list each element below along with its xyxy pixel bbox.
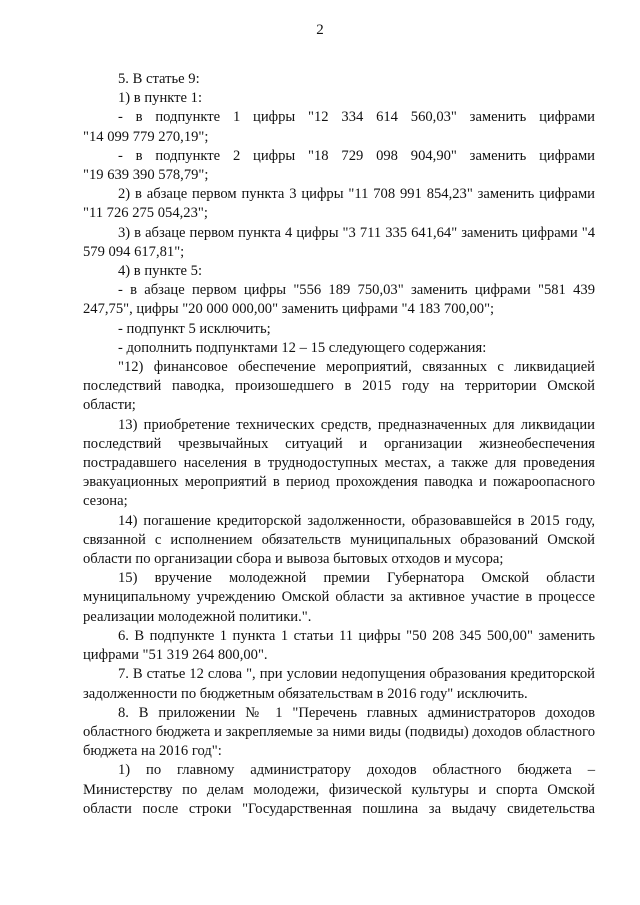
document-paragraph: 15) вручение молодежной премии Губернатора Омской области муниципальному учреждению Омской области за активное участие в процессе реализации молодежной политики.". xyxy=(83,570,595,625)
document-paragraph: "19 639 390 578,79"; xyxy=(83,167,209,184)
page-number: 2 xyxy=(316,22,324,38)
document-paragraph: 6. В подпункте 1 пункта 1 статьи 11 цифры "50 208 345 500,00" заменить цифрами "51 319 264 800,00". xyxy=(83,627,595,664)
document-paragraph: 7. В статье 12 слова ", при условии недопущения образования кредиторской задолженности по бюджетным обязательствам в 2016 году" исключить. xyxy=(83,666,595,702)
document-paragraph: 1) по главному администратору доходов областного бюджета – Министерству по делам молодежи, физической культуры и спорта Омской области после строки "Государственная пошлина за выдачу свидетельства xyxy=(83,762,595,817)
document-paragraph: 1) в пункте 1: xyxy=(118,90,203,107)
document-paragraph: - в подпункте 2 цифры "18 729 098 904,90" заменить цифрами xyxy=(118,147,595,164)
document-paragraph: 8. В приложении № 1 "Перечень главных администраторов доходов областного бюджета и закрепляемые за ними виды (подвиды) доходов областного бюджета на 2016 год": xyxy=(83,704,595,760)
document-paragraph: 3) в абзаце первом пункта 4 цифры "3 711 335 641,64" заменить цифрами "4 579 094 617,81"; xyxy=(83,224,595,260)
document-paragraph: 5. В статье 9: xyxy=(118,71,200,87)
document-paragraph: 14) погашение кредиторской задолженности, образовавшейся в 2015 году, связанной с исполнением обязательств муниципальных образований Омской области по организации сбора и вывоза бытовых отходов и мусора; xyxy=(83,512,595,568)
document-paragraph: 4) в пункте 5: xyxy=(118,263,203,280)
document-paragraph: - в абзаце первом цифры "556 189 750,03" заменить цифрами "581 439 247,75", цифры "20 000 000,00" заменить цифрами "4 183 700,00"; xyxy=(83,282,595,318)
document-paragraph: "14 099 779 270,19"; xyxy=(83,128,209,145)
document-paragraph: - подпункт 5 исключить; xyxy=(118,320,271,337)
document-paragraph: 2) в абзаце первом пункта 3 цифры "11 708 991 854,23" заменить цифрами "11 726 275 054,23"; xyxy=(83,186,595,222)
document-paragraph: 13) приобретение технических средств, предназначенных для ликвидации последствий чрезвычайных ситуаций и организации жизнеобеспечения пострадавшего населения в труднодоступных местах, а также для проведения эвакуационных мероприятий в период прохождения паводка и пожароопасного сезона; xyxy=(83,416,595,510)
document-paragraph: - дополнить подпунктами 12 – 15 следующего содержания: xyxy=(118,339,487,356)
document-paragraph: "12) финансовое обеспечение мероприятий, связанных с ликвидацией последствий паводка, произошедшего в 2015 году на территории Омской области; xyxy=(83,359,595,414)
document-paragraph: - в подпункте 1 цифры "12 334 614 560,03" заменить цифрами xyxy=(118,109,595,126)
document-body xyxy=(83,70,595,819)
